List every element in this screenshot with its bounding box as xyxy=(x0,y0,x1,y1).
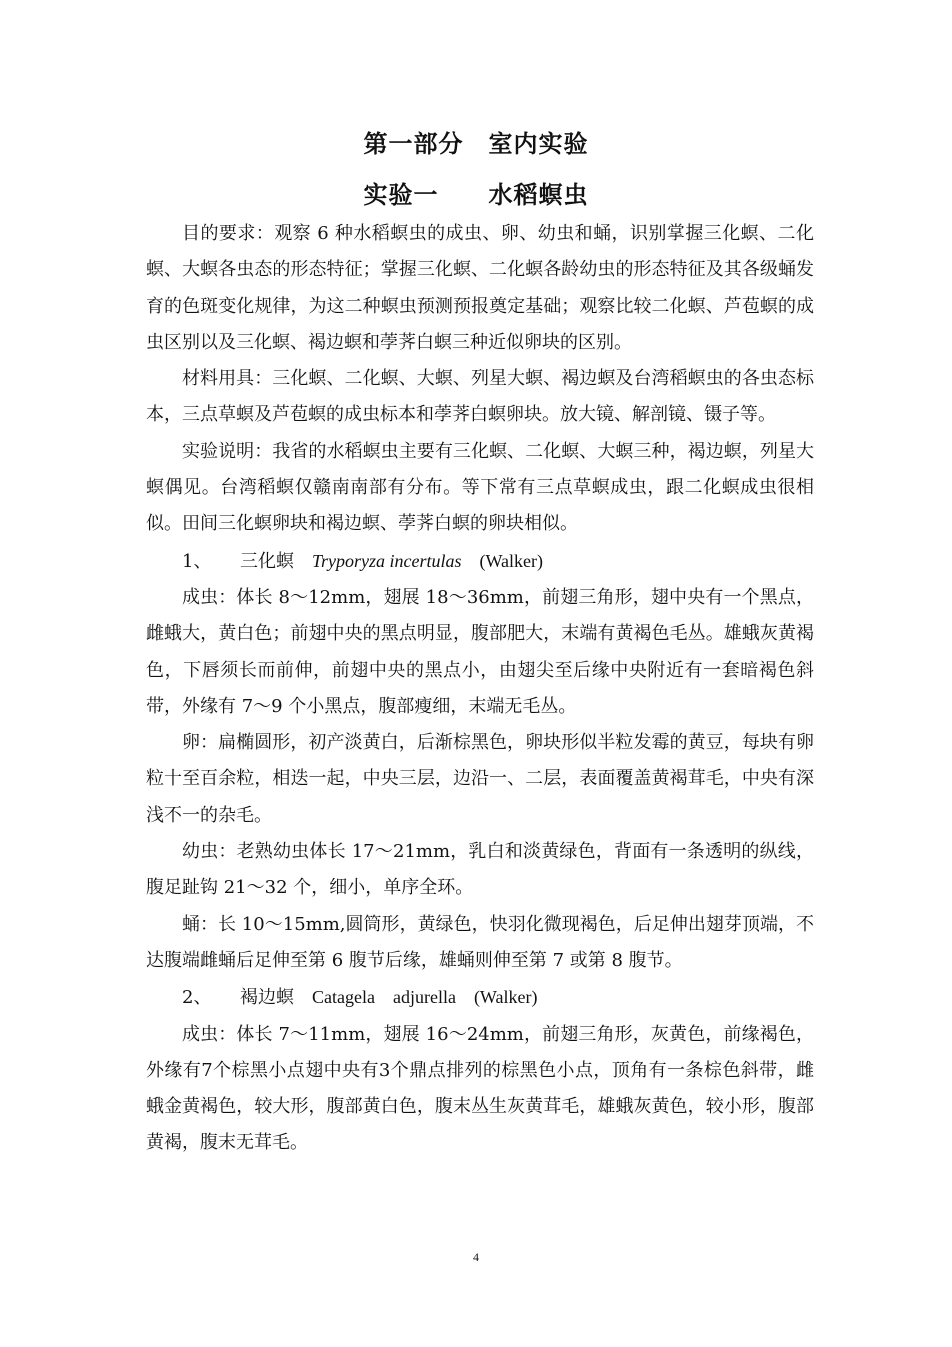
larva-description: 幼虫：老熟幼虫体长 17～21mm，乳白和淡黄绿色，背面有一条透明的纵线，腹足趾钩 21～32 个，细小，单序全环。 xyxy=(146,841,814,899)
materials-paragraph: 材料用具：三化螟、二化螟、大螟、列星大螟、褐边螟及台湾稻螟虫的各虫态标本，三点草螟及芦苞螟的成虫标本和荸荠白螟卵块。放大镜、解剖镜、镊子等。 xyxy=(146,368,814,426)
notes-paragraph: 实验说明：我省的水稻螟虫主要有三化螟、二化螟、大螟三种，褐边螟，列星大螟偶见。台湾稻螟仅赣南南部有分布。等下常有三点草螟成虫，跟二化螟成虫很相似。田间三化螟卵块和褐边螟、荸荠白螟的卵块相似。 xyxy=(146,440,814,535)
adult-description: 成虫：体长 8～12mm，翅展 18～36mm，前翅三角形，翅中央有一个黑点，雌蛾大，黄白色；前翅中央的黑点明显，腹部肥大，末端有黄褐色毛丛。雄蛾灰黄褐色，下唇须长而前伸，前翅中央的黑点小，由翅尖至后缘中央附近有一套暗褐色斜带，外缘有 7～9 个小黑点，腹部瘦细，末端无毛丛。 xyxy=(146,586,814,717)
species-chinese-name: 三化螟 xyxy=(240,550,294,572)
species-chinese-name: 褐边螟 xyxy=(240,987,294,1009)
species-heading xyxy=(146,543,814,580)
species-heading xyxy=(146,979,814,1016)
species-latin-name: Catagela adjurella xyxy=(312,987,456,1008)
purpose-paragraph: 目的要求：观察 6 种水稻螟虫的成虫、卵、幼虫和蛹，识别掌握三化螟、二化螟、大螟各虫态的形态特征；掌握三化螟、二化螟各龄幼虫的形态特征及其各级蛹发育的色斑变化规律，为这二种螟虫预测预报奠定基础；观察比较二化螟、芦苞螟的成虫区别以及三化螟、褐边螟和荸荠白螟三种近似卵块的区别。 xyxy=(146,223,814,353)
species-author: (Walker) xyxy=(473,987,538,1008)
page-number: 4 xyxy=(473,1250,479,1264)
part-title: 第一部分 室内实验 xyxy=(363,130,589,158)
species-author: (Walker) xyxy=(479,550,544,571)
pupa-description: 蛹：长 10～15mm,圆筒形，黄绿色，快羽化微现褐色，后足伸出翅芽顶端，不达腹端雌蛹后足伸至第 6 腹节后缘，雄蛹则伸至第 7 或第 8 腹节。 xyxy=(146,913,814,971)
species-number: 1、 xyxy=(182,550,212,572)
species-latin-name: Tryporyza incertulas xyxy=(312,550,462,571)
adult-description: 成虫：体长 7～11mm，翅展 16～24mm，前翅三角形，灰黄色，前缘褐色，外缘有7个棕黑小点翅中央有3个鼎点排列的棕黑色小点，顶角有一条棕色斜带，雌蛾金黄褐色，较大形，腹部黄白色，腹末丛生灰黄茸毛，雄蛾灰黄色，较小形，腹部黄褐，腹末无茸毛。 xyxy=(146,1023,814,1154)
body-text xyxy=(146,216,814,1162)
species-number: 2、 xyxy=(182,987,212,1009)
experiment-title: 实验一 水稻螟虫 xyxy=(363,181,589,209)
egg-description: 卵：扁椭圆形，初产淡黄白，后渐棕黑色，卵块形似半粒发霉的黄豆，每块有卵粒十至百余粒，相迭一起，中央三层，边沿一、二层，表面覆盖黄褐茸毛，中央有深浅不一的杂毛。 xyxy=(146,732,814,826)
